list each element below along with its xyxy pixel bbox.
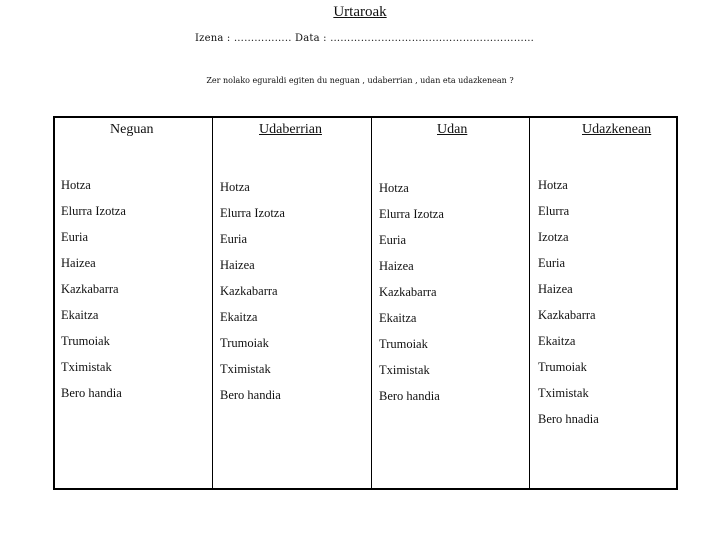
list-item: Ekaitza <box>538 334 576 348</box>
list-item: Bero hnadia <box>538 412 599 426</box>
list-item: Bero handia <box>220 388 281 402</box>
list-item: Trumoiak <box>379 337 428 351</box>
list-item: Izotza <box>538 230 569 244</box>
list-item: Elurra Izotza <box>220 206 285 220</box>
list-item: Kazkabarra <box>61 282 119 296</box>
list-item: Kazkabarra <box>379 285 437 299</box>
list-item: Euria <box>61 230 89 244</box>
list-item: Euria <box>220 232 248 246</box>
name-date-line: Izena : …………….. Data : …………………………………………………… <box>195 33 535 44</box>
list-item: Tximistak <box>379 363 430 377</box>
worksheet-title: Urtaroak <box>333 4 387 20</box>
list-item: Tximistak <box>220 362 271 376</box>
list-item: Elurra Izotza <box>379 207 444 221</box>
list-item: Ekaitza <box>61 308 99 322</box>
list-item: Ekaitza <box>379 311 417 325</box>
list-item: Trumoiak <box>61 334 110 348</box>
column-header-neguan: Neguan <box>110 122 154 137</box>
list-item: Haizea <box>220 258 255 272</box>
column-divider <box>212 118 213 488</box>
list-item: Euria <box>538 256 566 270</box>
column-header-udaberrian: Udaberrian <box>259 122 322 137</box>
list-item: Euria <box>379 233 407 247</box>
list-item: Kazkabarra <box>220 284 278 298</box>
list-item: Ekaitza <box>220 310 258 324</box>
list-item: Tximistak <box>61 360 112 374</box>
list-item: Haizea <box>538 282 573 296</box>
column-header-udazkenean: Udazkenean <box>582 122 652 137</box>
list-item: Haizea <box>61 256 96 270</box>
column-header-udan: Udan <box>437 122 468 137</box>
question-text: Zer nolako eguraldi egiten du neguan , udaberrian , udan eta udazkenean ? <box>206 76 514 85</box>
column-divider <box>529 118 530 488</box>
list-item: Hotza <box>379 181 409 195</box>
list-item: Elurra <box>538 204 570 218</box>
list-item: Elurra Izotza <box>61 204 126 218</box>
list-item: Kazkabarra <box>538 308 596 322</box>
list-item: Hotza <box>61 178 91 192</box>
list-item: Bero handia <box>379 389 440 403</box>
list-item: Trumoiak <box>220 336 269 350</box>
list-item: Hotza <box>538 178 568 192</box>
list-item: Tximistak <box>538 386 589 400</box>
list-item: Bero handia <box>61 386 122 400</box>
column-divider <box>371 118 372 488</box>
seasons-table <box>53 116 678 490</box>
list-item: Trumoiak <box>538 360 587 374</box>
list-item: Haizea <box>379 259 414 273</box>
list-item: Hotza <box>220 180 250 194</box>
